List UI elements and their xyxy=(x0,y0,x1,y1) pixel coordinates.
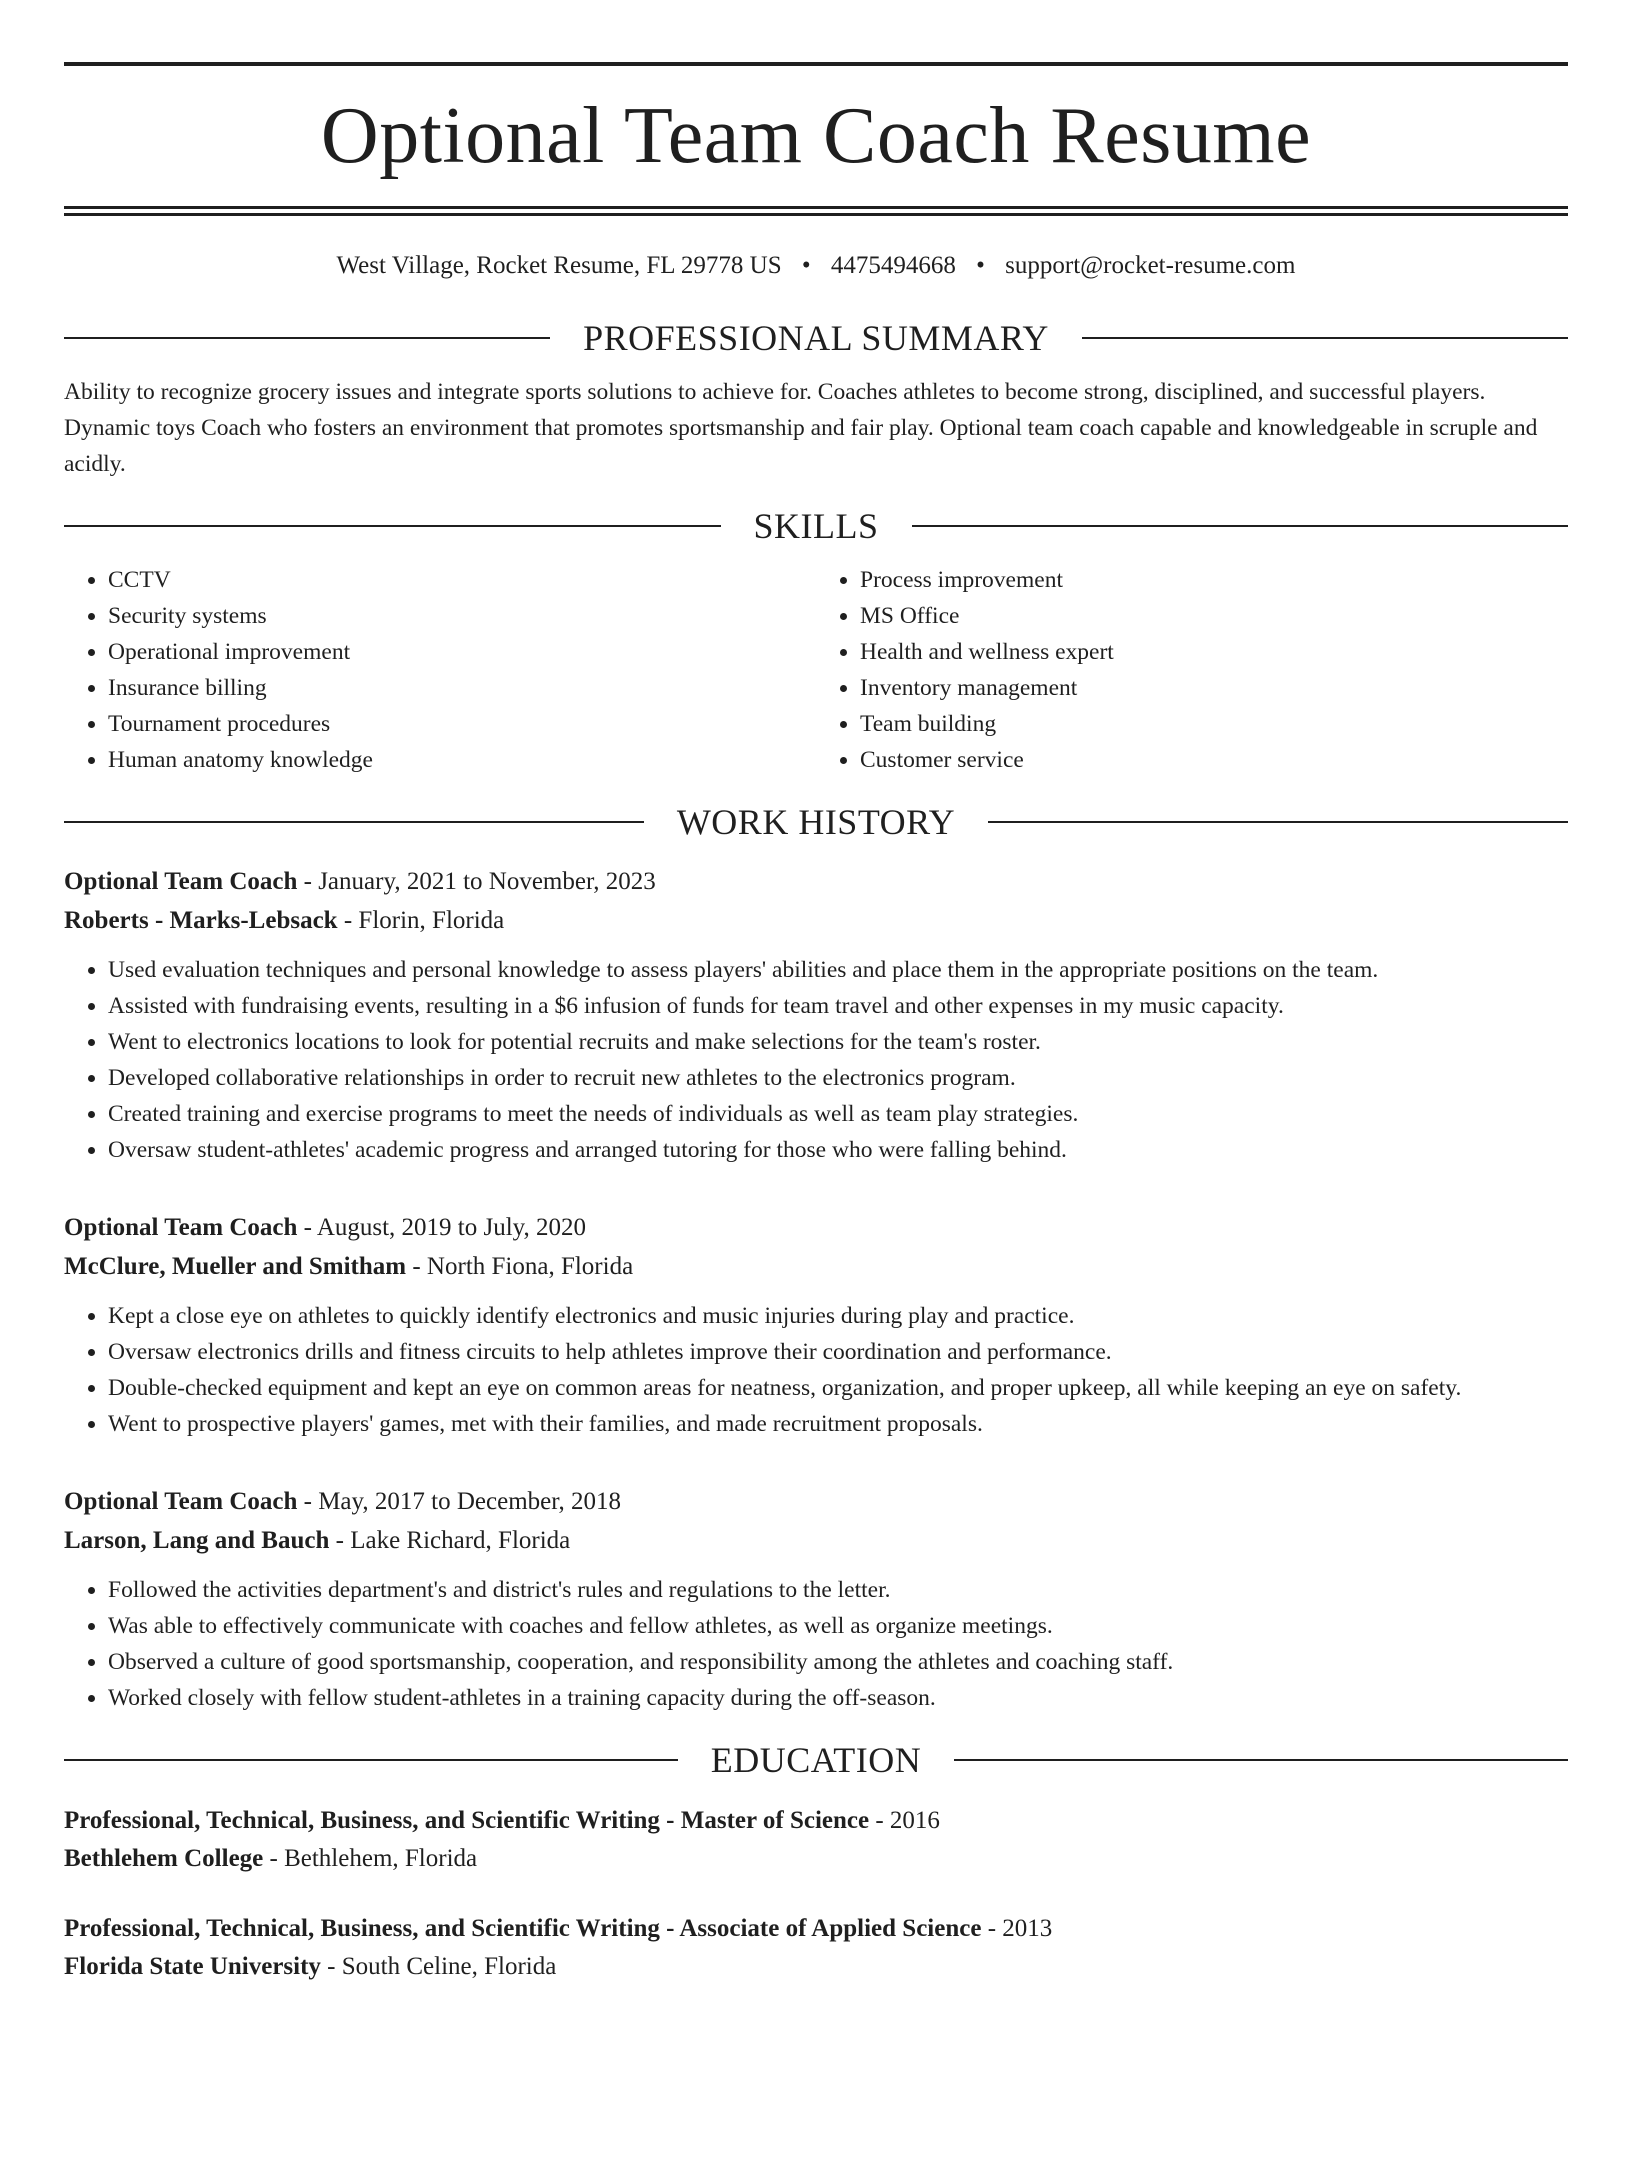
job-entry xyxy=(64,1208,1568,1442)
degree-name: Professional, Technical, Business, and Scientific Writing - Master of Science xyxy=(64,1807,870,1834)
bullet-separator: • xyxy=(976,252,985,279)
resume-page xyxy=(0,62,1632,2174)
school-line xyxy=(64,1840,1568,1878)
heading-rule xyxy=(64,337,550,339)
job-bullet: • Double-checked equipment and kept an eye on common areas for neatness, organization, and proper upkeep, all while keeping an eye on safety. xyxy=(108,1370,1568,1406)
education-entry xyxy=(64,1802,1568,1878)
skill-item: • MS Office xyxy=(860,598,1568,634)
job-dates: - May, 2017 to December, 2018 xyxy=(297,1488,622,1515)
job-bullet: • Observed a culture of good sportsmanship, cooperation, and responsibility among the athletes and coaching staff. xyxy=(108,1644,1568,1680)
job-entry xyxy=(64,1482,1568,1716)
degree-year: - 2013 xyxy=(981,1915,1053,1942)
degree-line xyxy=(64,1910,1568,1948)
contact-address: West Village, Rocket Resume, FL 29778 US xyxy=(336,252,782,279)
heading-rule xyxy=(64,821,644,823)
job-bullets xyxy=(64,952,1568,1168)
job-bullet: • Assisted with fundraising events, resulting in a $6 infusion of funds for team travel and other expenses in my music capacity. xyxy=(108,988,1568,1024)
skill-item: • Inventory management xyxy=(860,670,1568,706)
job-bullet: • Oversaw student-athletes' academic progress and arranged tutoring for those who were falling behind. xyxy=(108,1132,1568,1168)
summary-heading-label: PROFESSIONAL SUMMARY xyxy=(583,318,1049,358)
top-rule xyxy=(64,62,1568,66)
skills-list xyxy=(64,562,1568,778)
contact-line xyxy=(64,250,1568,282)
degree-year: - 2016 xyxy=(869,1807,940,1834)
job-bullet: • Developed collaborative relationships in order to recruit new athletes to the electronics program. xyxy=(108,1060,1568,1096)
job-title-line xyxy=(64,862,1568,901)
job-location: - Lake Richard, Florida xyxy=(329,1527,571,1554)
job-bullet: • Worked closely with fellow student-athletes in a training capacity during the off-season. xyxy=(108,1680,1568,1716)
heading-rule xyxy=(64,525,721,527)
job-bullet: • Created training and exercise programs to meet the needs of individuals as well as team play strategies. xyxy=(108,1096,1568,1132)
degree-line xyxy=(64,1802,1568,1840)
job-bullet: • Kept a close eye on athletes to quickly identify electronics and music injuries during play and practice. xyxy=(108,1298,1568,1334)
skill-item: • Human anatomy knowledge xyxy=(108,742,816,778)
job-bullet: • Oversaw electronics drills and fitness circuits to help athletes improve their coordination and performance. xyxy=(108,1334,1568,1370)
job-company-line xyxy=(64,1521,1568,1560)
job-dates: - January, 2021 to November, 2023 xyxy=(297,868,656,895)
contact-email: support@rocket-resume.com xyxy=(1005,252,1296,279)
job-title: Optional Team Coach xyxy=(64,1214,298,1241)
job-bullet: • Was able to effectively communicate with coaches and fellow athletes, as well as organize meetings. xyxy=(108,1608,1568,1644)
skill-item: • Process improvement xyxy=(860,562,1568,598)
job-bullet: • Followed the activities department's and district's rules and regulations to the letter. xyxy=(108,1572,1568,1608)
school-name: Florida State University xyxy=(64,1953,321,1980)
skill-item: • Team building xyxy=(860,706,1568,742)
skill-item: • Insurance billing xyxy=(108,670,816,706)
skill-item: • Health and wellness expert xyxy=(860,634,1568,670)
title-double-rule xyxy=(64,206,1568,216)
job-location: - North Fiona, Florida xyxy=(406,1253,634,1280)
summary-text: Ability to recognize grocery issues and integrate sports solutions to achieve for. Coaches athletes to become strong, disciplined, and successful players. Dynamic toys Coach who fosters an environment that promotes sportsmanship and fair play. Optional team coach capable and knowledgeable in scruple and acidly. xyxy=(64,379,1538,477)
job-dates: - August, 2019 to July, 2020 xyxy=(297,1214,587,1241)
skill-item: • CCTV xyxy=(108,562,816,598)
skill-item: • Customer service xyxy=(860,742,1568,778)
school-name: Bethlehem College xyxy=(64,1845,264,1872)
skill-item: • Operational improvement xyxy=(108,634,816,670)
job-company: Larson, Lang and Bauch xyxy=(64,1527,330,1554)
job-title-line xyxy=(64,1482,1568,1521)
school-location: - Bethlehem, Florida xyxy=(263,1845,478,1872)
job-bullet: • Used evaluation techniques and personal knowledge to assess players' abilities and place them in the appropriate positions on the team. xyxy=(108,952,1568,988)
job-company: Roberts - Marks-Lebsack xyxy=(64,907,338,934)
heading-rule xyxy=(912,525,1569,527)
degree-name: Professional, Technical, Business, and Scientific Writing - Associate of Applied Science xyxy=(64,1915,982,1942)
education-heading xyxy=(64,1738,1568,1782)
job-company-line xyxy=(64,901,1568,940)
heading-rule xyxy=(1082,337,1568,339)
school-line xyxy=(64,1948,1568,1986)
summary-heading xyxy=(64,316,1568,360)
school-location: - South Celine, Florida xyxy=(320,1953,557,1980)
education-entry xyxy=(64,1910,1568,1986)
skills-column-right xyxy=(816,562,1568,778)
skills-heading xyxy=(64,504,1568,548)
job-title: Optional Team Coach xyxy=(64,868,298,895)
job-entry xyxy=(64,862,1568,1168)
heading-rule xyxy=(954,1759,1568,1761)
work-history-heading xyxy=(64,800,1568,844)
job-title: Optional Team Coach xyxy=(64,1488,298,1515)
heading-rule xyxy=(988,821,1568,823)
job-bullets xyxy=(64,1298,1568,1442)
heading-rule xyxy=(64,1759,678,1761)
skill-item: • Tournament procedures xyxy=(108,706,816,742)
resume-title: Optional Team Coach Resume xyxy=(320,92,1312,180)
work-history-heading-label: WORK HISTORY xyxy=(676,802,956,842)
job-location: - Florin, Florida xyxy=(337,907,505,934)
skills-column-left xyxy=(64,562,816,778)
job-bullet: • Went to prospective players' games, met with their families, and made recruitment proposals. xyxy=(108,1406,1568,1442)
job-company: McClure, Mueller and Smitham xyxy=(64,1253,407,1280)
job-company-line xyxy=(64,1247,1568,1286)
skill-item: • Security systems xyxy=(108,598,816,634)
job-bullet: • Went to electronics locations to look for potential recruits and make selections for the team's roster. xyxy=(108,1024,1568,1060)
education-heading-label: EDUCATION xyxy=(710,1740,922,1780)
contact-phone: 4475494668 xyxy=(830,252,956,279)
bullet-separator: • xyxy=(801,252,811,279)
skills-heading-label: SKILLS xyxy=(753,506,879,546)
job-bullets xyxy=(64,1572,1568,1716)
job-title-line xyxy=(64,1208,1568,1247)
